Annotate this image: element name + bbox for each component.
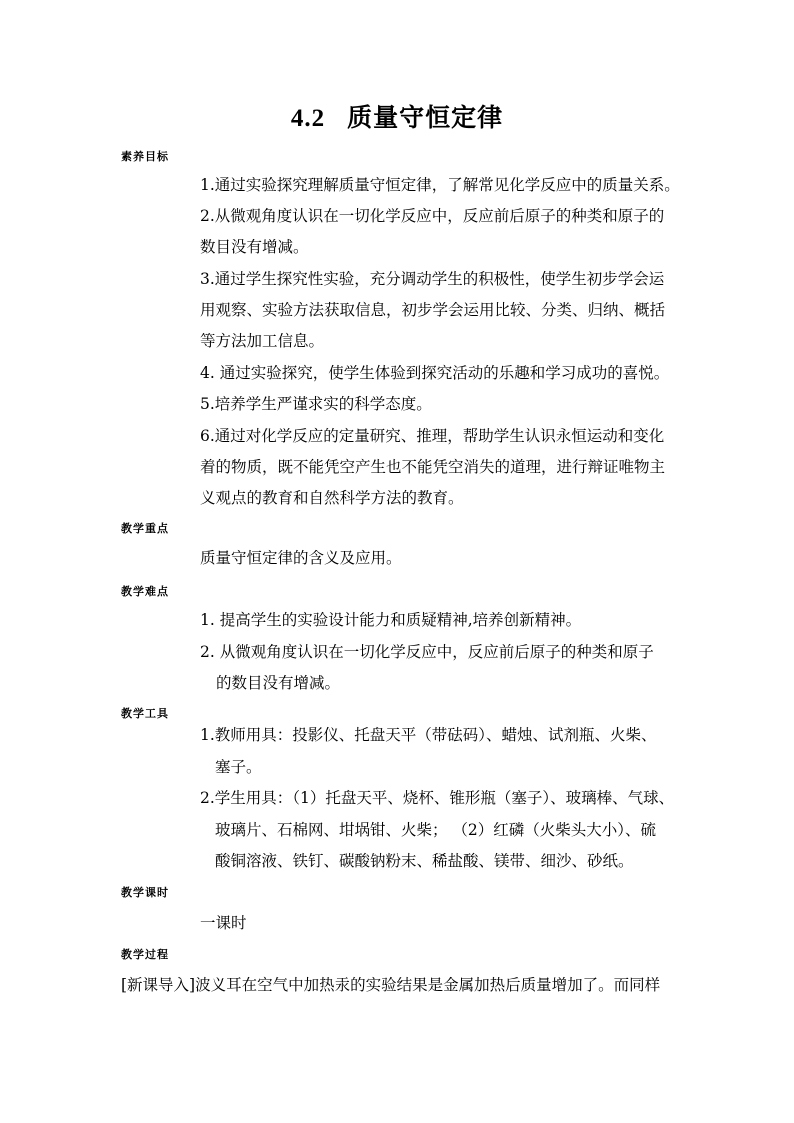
- goals-line: 数目没有增减。: [200, 238, 309, 256]
- goals-heading: 素养目标: [121, 150, 169, 163]
- tools-line: 酸铜溶液、铁钉、碳酸钠粉末、稀盐酸、镁带、细沙、砂纸。: [215, 852, 634, 870]
- page-title: [0, 98, 794, 134]
- tools-line: 塞子。: [215, 758, 262, 776]
- tools-heading: 教学工具: [121, 707, 169, 720]
- process-line: [新课导入]波义耳在空气中加热汞的实验结果是金属加热后质量增加了。而同样: [121, 976, 661, 994]
- hours-line: 一课时: [200, 914, 247, 932]
- goals-line: 2.从微观角度认识在一切化学反应中，反应前后原子的种类和原子的: [200, 207, 665, 225]
- section-number: 4.2: [290, 105, 326, 132]
- difficulties-heading: 教学难点: [121, 585, 169, 598]
- goals-line: 等方法加工信息。: [200, 332, 325, 350]
- difficulties-line: 的数目没有增减。: [216, 674, 341, 692]
- title-text: 质量守恒定律: [347, 103, 504, 132]
- tools-line: 1.教师用具：投影仪、托盘天平（带砝码）、蜡烛、试剂瓶、火柴、: [200, 726, 657, 744]
- goals-line: 4. 通过实验探究，使学生体验到探究活动的乐趣和学习成功的喜悦。: [200, 364, 670, 382]
- goals-line: 用观察、实验方法获取信息，初步学会运用比较、分类、归纳、概括: [200, 301, 666, 319]
- goals-line: 5.培养学生严谨求实的科学态度。: [200, 395, 432, 413]
- goals-line: 义观点的教育和自然科学方法的教育。: [200, 489, 464, 507]
- tools-line: 2.学生用具：（1）托盘天平、烧杯、锥形瓶（塞子）、玻璃棒、气球、: [200, 789, 675, 807]
- tools-line: 玻璃片、石棉网、坩埚钳、火柴； （2）红磷（火柴头大小）、硫: [215, 821, 657, 839]
- goals-line: 3.通过学生探究性实验，充分调动学生的积极性，使学生初步学会运: [200, 270, 665, 288]
- difficulties-line: 2. 从微观角度认识在一切化学反应中，反应前后原子的种类和原子: [200, 643, 654, 661]
- goals-line: 着的物质，既不能凭空产生也不能凭空消失的道理，进行辩证唯物主: [200, 458, 666, 476]
- key-points-line: 质量守恒定律的含义及应用。: [200, 549, 402, 567]
- hours-heading: 教学课时: [121, 886, 169, 899]
- difficulties-line: 1. 提高学生的实验设计能力和质疑精神,培养创新精神。: [200, 611, 582, 629]
- process-heading: 教学过程: [121, 948, 169, 961]
- key-points-heading: 教学重点: [121, 522, 169, 535]
- goals-line: 6.通过对化学反应的定量研究、推理，帮助学生认识永恒运动和变化: [200, 427, 665, 445]
- goals-line: 1.通过实验探究理解质量守恒定律，了解常见化学反应中的质量关系。: [200, 176, 680, 194]
